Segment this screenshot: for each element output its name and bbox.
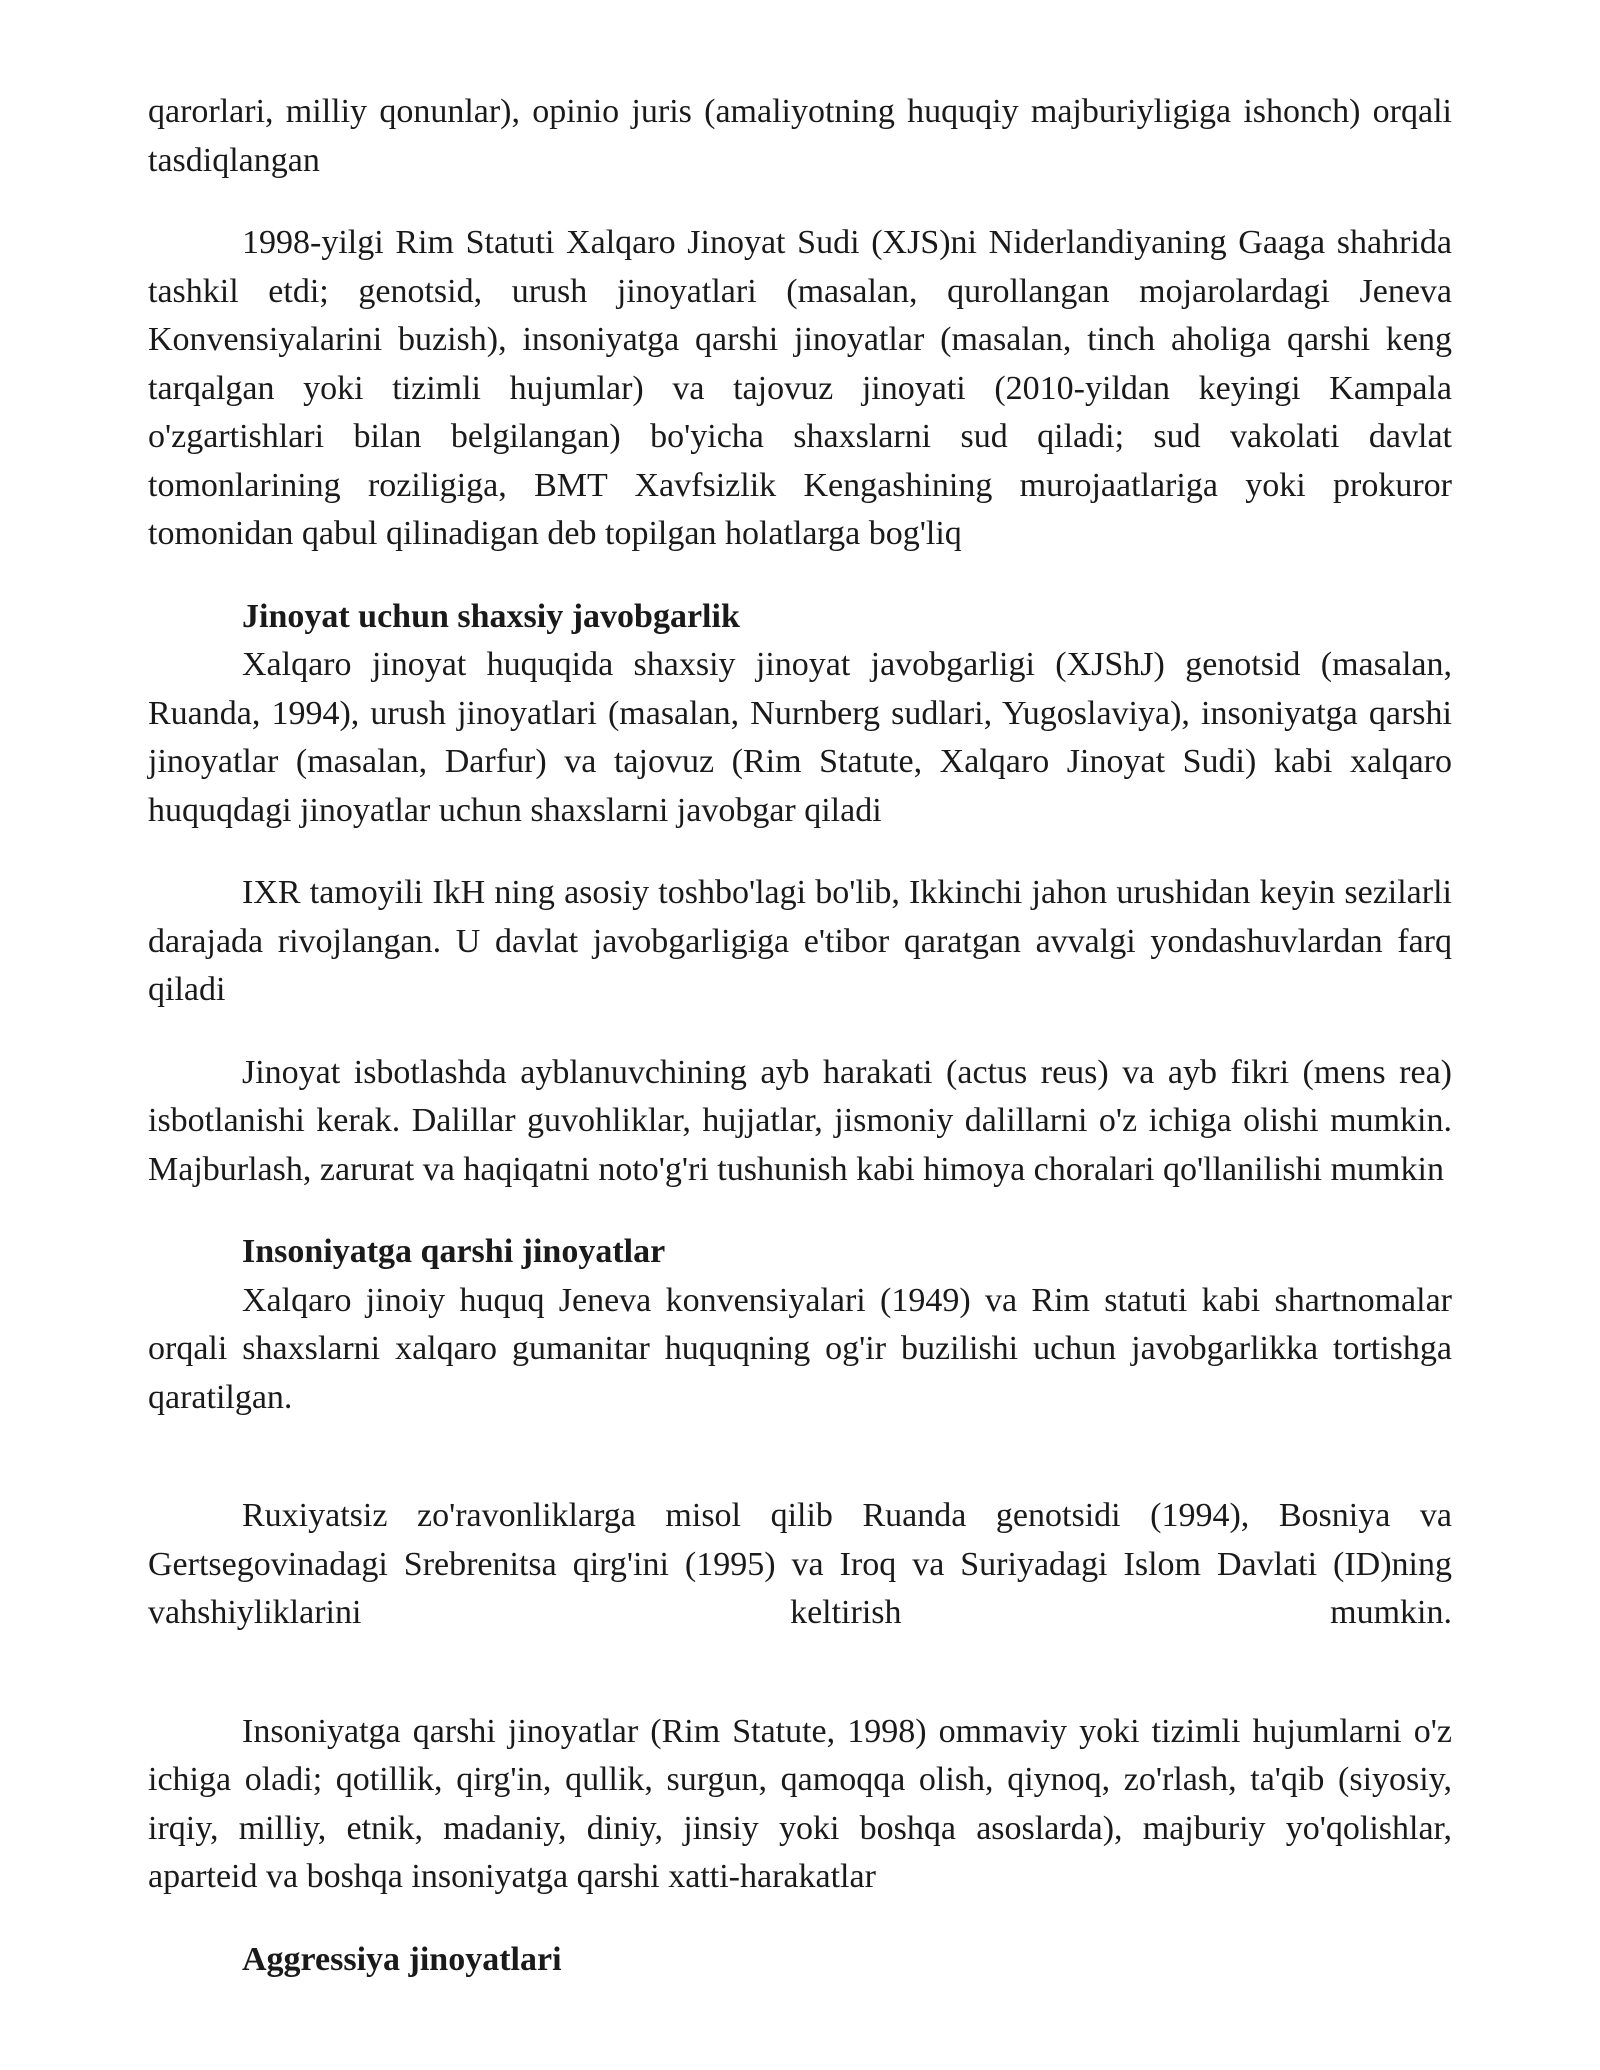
paragraph-continuation: qarorlari, milliy qonunlar), opinio juris (amaliyotning huquqiy majburiyligiga ishonch) orqali tasdiqlangan <box>148 93 1452 179</box>
paragraph-geneva-conventions: Xalqaro jinoiy huquq Jeneva konvensiyalari (1949) va Rim statuti kabi shartnomalar orqali shaxslarni xalqaro gumanitar huquqning og'ir buzilishi uchun javobgarlikka tortishga qaratilgan. <box>148 1281 1452 1416</box>
paragraph-crimes-list: Insoniyatga qarshi jinoyatlar (Rim Statute, 1998) ommaviy yoki tizimli hujumlarni o'z ichiga oladi; qotillik, qirg'in, qullik, surgun, qamoqqa olish, qiynoq, zo'rlash, ta'qib (siyosiy, irqiy, milliy, etnik, madaniy, diniy, jinsiy yoki boshqa asoslarda), majburiy yo'qolishlar, aparteid va boshqa insoniyatga qarshi xatti-harakatlar <box>148 1712 1452 1895</box>
paragraph-individual-responsibility: Xalqaro jinoyat huquqida shaxsiy jinoyat javobgarligi (XJShJ) genotsid (masalan, Ruanda, 1994), urush jinoyatlari (masalan, Nurnberg sudlari, Yugoslaviya), insoniyatga qarshi jinoyatlar (masalan, Darfur) va tajovuz (Rim Statute, Xalqaro Jinoyat Sudi) kabi xalqaro huquqdagi jinoyatlar uchun shaxslarni javobgar qiladi <box>148 646 1452 829</box>
heading-individual-responsibility: Jinoyat uchun shaxsiy javobgarlik <box>242 597 740 635</box>
paragraph-rome-statute: 1998-yilgi Rim Statuti Xalqaro Jinoyat Sudi (XJS)ni Niderlandiyaning Gaaga shahrida tashkil etdi; genotsid, urush jinoyatlari (masalan, qurollangan mojarolardagi Jeneva Konvensiyalarini buzish), insoniyatga qarshi jinoyatlar (masalan, tinch aholiga qarshi keng tarqalgan yoki tizimli hujumlar) va tajovuz jinoyati (2010-yildan keyingi Kampala o'zgartishlari bilan belgilangan) bo'yicha shaxslarni sud qiladi; sud vakolati davlat tomonlarining roziligiga, BMT Xavfsizlik Kengashining murojaatlariga yoki prokuror tomonidan qabul qilinadigan deb topilgan holatlarga bog'liq <box>148 224 1452 552</box>
heading-aggression: Aggressiya jinoyatlari <box>242 1940 562 1978</box>
document-page <box>148 88 1452 1984</box>
heading-crimes-against-humanity: Insoniyatga qarshi jinoyatlar <box>242 1233 666 1270</box>
paragraph-proof: Jinoyat isbotlashda ayblanuvchining ayb harakati (actus reus) va ayb fikri (mens rea) isbotlanishi kerak. Dalillar guvohliklar, hujjatlar, jismoniy dalillarni o'z ichiga olishi mumkin. Majburlash, zarurat va haqiqatni noto'g'ri tushunish kabi himoya choralari qo'llanilishi mumkin <box>148 1053 1452 1188</box>
paragraph-ixr-principle: IXR tamoyili IkH ning asosiy toshbo'lagi bo'lib, Ikkinchi jahon urushidan keyin sezilarli darajada rivojlangan. U davlat javobgarligiga e'tibor qaratgan avvalgi yondashuvlardan farq qiladi <box>148 874 1452 1008</box>
paragraph-atrocity-examples: Ruxiyatsiz zo'ravonliklarga misol qilib Ruanda genotsidi (1994), Bosniya va Gertsegovinadagi Srebrenitsa qirg'ini (1995) va Iroq va Suriyadagi Islom Davlati (ID)ning vahshiyliklarini keltirish mumkin. <box>148 1497 1452 1631</box>
